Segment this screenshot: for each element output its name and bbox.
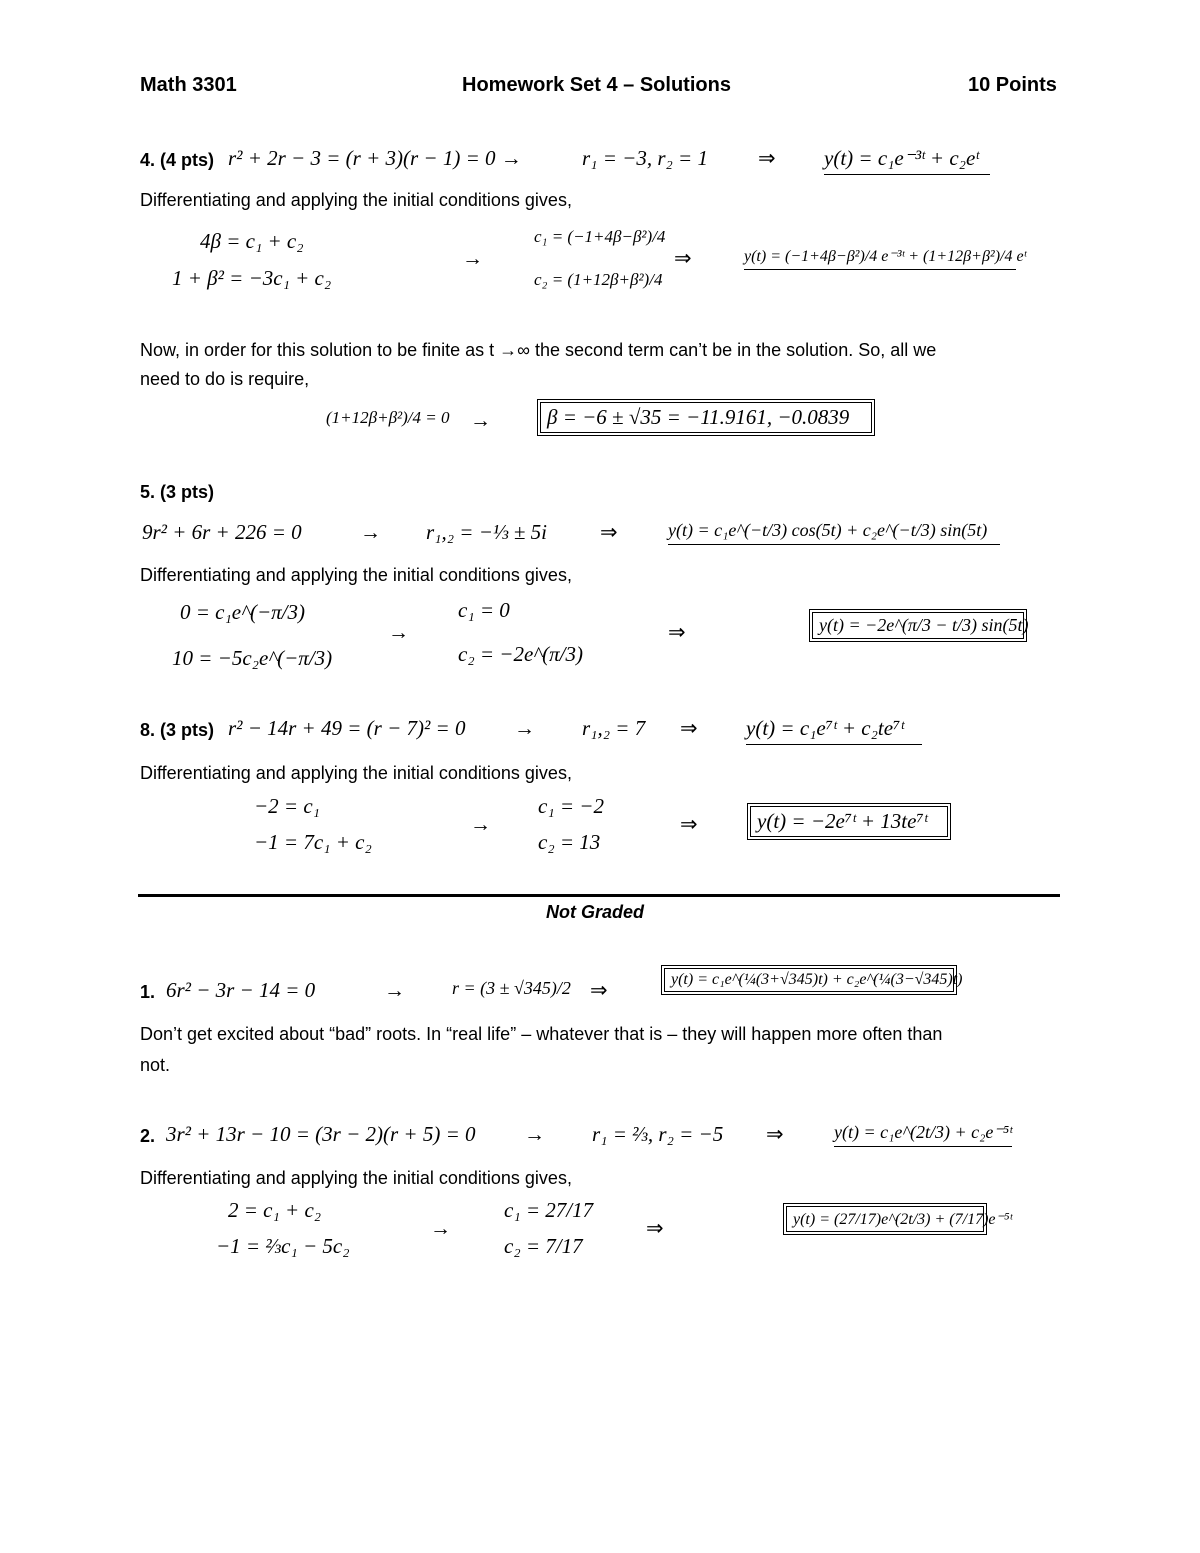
problem-4-system-eq2: 1 + β² = −3c₁ + c₂ bbox=[172, 266, 332, 290]
total-points: 10 Points bbox=[968, 74, 1057, 96]
problem-4-characteristic-eq: r² + 2r − 3 = (r + 3)(r − 1) = 0 → bbox=[228, 146, 522, 170]
ng-problem-2-label: 2. bbox=[140, 1126, 156, 1146]
ng-problem-1-note: Don’t get excited about “bad” roots. In “real life” – whatever that is – they will happen more often than bbox=[140, 1024, 943, 1044]
problem-4-system-eq1: 4β = c₁ + c₂ bbox=[200, 229, 304, 253]
problem-4-particular-solution: y(t) = (−1+4β−β²)/4 e⁻³ᵗ + (1+12β+β²)/4 eᵗ bbox=[744, 246, 1016, 270]
ng-problem-2-answer-box: y(t) = (27/17)e^(2t/3) + (7/17)e⁻⁵ᵗ bbox=[786, 1206, 984, 1232]
ng-problem-1-characteristic-eq: 6r² − 3r − 14 = 0 bbox=[166, 978, 316, 1002]
arrow-symbol: → bbox=[524, 1122, 545, 1146]
implies-symbol: ⇒ bbox=[600, 520, 618, 544]
problem-4-text: Differentiating and applying the initial conditions gives, bbox=[140, 190, 572, 210]
ng-problem-2-c2: c₂ = 7/17 bbox=[504, 1234, 583, 1258]
arrow-symbol: → bbox=[360, 520, 381, 544]
problem-5-answer-box: y(t) = −2e^(π/3 − t/3) sin(5t) bbox=[812, 612, 1024, 639]
arrow-symbol: → bbox=[514, 716, 535, 740]
problem-8-label: 8. (3 pts) bbox=[140, 720, 215, 740]
not-graded-heading: Not Graded bbox=[546, 902, 645, 922]
problem-4-c1: c₁ = (−1+4β−β²)/4 bbox=[534, 227, 666, 246]
problem-8-system-eq2: −1 = 7c₁ + c₂ bbox=[254, 830, 372, 854]
problem-8-characteristic-eq: r² − 14r + 49 = (r − 7)² = 0 bbox=[228, 716, 466, 740]
problem-8-general-solution: y(t) = c₁e⁷ᵗ + c₂te⁷ᵗ bbox=[746, 716, 922, 745]
problem-5-system-eq1: 0 = c₁e^(−π/3) bbox=[180, 600, 305, 624]
implies-symbol: ⇒ bbox=[668, 620, 686, 644]
problem-8-answer-box: y(t) = −2e⁷ᵗ + 13te⁷ᵗ bbox=[750, 806, 948, 837]
ng-problem-1-answer-box: y(t) = c₁e^(¼(3+√345)t) + c₂e^(¼(3−√345)t) bbox=[664, 968, 954, 992]
section-divider bbox=[138, 894, 1060, 897]
problem-5-general-solution: y(t) = c₁e^(−t/3) cos(5t) + c₂e^(−t/3) sin(5t) bbox=[668, 520, 1000, 545]
problem-8-system-eq1: −2 = c₁ bbox=[254, 794, 320, 818]
ng-problem-2-c1: c₁ = 27/17 bbox=[504, 1198, 594, 1222]
implies-symbol: ⇒ bbox=[590, 978, 608, 1002]
problem-4-general-solution: y(t) = c₁e⁻³ᵗ + c₂eᵗ bbox=[824, 146, 990, 175]
problem-8-roots: r₁,₂ = 7 bbox=[582, 716, 646, 740]
arrow-symbol: → bbox=[470, 812, 491, 836]
ng-problem-2-characteristic-eq: 3r² + 13r − 10 = (3r − 2)(r + 5) = 0 bbox=[166, 1122, 476, 1146]
implies-symbol: ⇒ bbox=[680, 716, 698, 740]
course-name: Math 3301 bbox=[140, 74, 237, 96]
problem-5-c1: c₁ = 0 bbox=[458, 598, 510, 622]
problem-5-label: 5. (3 pts) bbox=[140, 482, 215, 502]
ng-problem-2-text: Differentiating and applying the initial conditions gives, bbox=[140, 1168, 572, 1188]
problem-5-text: Differentiating and applying the initial conditions gives, bbox=[140, 565, 572, 585]
problem-5-system-eq2: 10 = −5c₂e^(−π/3) bbox=[172, 646, 333, 670]
problem-4-requirement: (1+12β+β²)/4 = 0 bbox=[326, 408, 450, 427]
problem-4-text: need to do is require, bbox=[140, 369, 310, 389]
problem-4-c2: c₂ = (1+12β+β²)/4 bbox=[534, 270, 663, 289]
arrow-symbol: → bbox=[462, 246, 483, 270]
problem-4-answer-box: β = −6 ± √35 = −11.9161, −0.0839 bbox=[540, 402, 872, 433]
problem-5-c2: c₂ = −2e^(π/3) bbox=[458, 642, 583, 666]
page-title: Homework Set 4 – Solutions bbox=[462, 74, 731, 96]
ng-problem-2-roots: r₁ = ⅔, r₂ = −5 bbox=[592, 1122, 724, 1146]
ng-problem-2-general-solution: y(t) = c₁e^(2t/3) + c₂e⁻⁵ᵗ bbox=[834, 1122, 1012, 1147]
implies-symbol: ⇒ bbox=[766, 1122, 784, 1146]
problem-8-c1: c₁ = −2 bbox=[538, 794, 604, 818]
ng-problem-1-note: not. bbox=[140, 1055, 171, 1075]
arrow-symbol: → bbox=[384, 978, 405, 1002]
ng-problem-1-roots: r = (3 ± √345)/2 bbox=[452, 978, 571, 998]
ng-problem-1-label: 1. bbox=[140, 982, 156, 1002]
problem-5-characteristic-eq: 9r² + 6r + 226 = 0 bbox=[142, 520, 302, 544]
arrow-symbol: → bbox=[388, 620, 409, 644]
implies-symbol: ⇒ bbox=[758, 146, 776, 170]
arrow-symbol: → bbox=[470, 408, 491, 432]
problem-4-label: 4. (4 pts) bbox=[140, 150, 215, 170]
problem-8-text: Differentiating and applying the initial conditions gives, bbox=[140, 763, 572, 783]
ng-problem-2-system-eq1: 2 = c₁ + c₂ bbox=[228, 1198, 322, 1222]
problem-4-roots: r₁ = −3, r₂ = 1 bbox=[582, 146, 708, 170]
arrow-symbol: → bbox=[430, 1216, 451, 1240]
problem-8-c2: c₂ = 13 bbox=[538, 830, 601, 854]
problem-5-roots: r₁,₂ = −⅓ ± 5i bbox=[426, 520, 547, 544]
implies-symbol: ⇒ bbox=[646, 1216, 664, 1240]
implies-symbol: ⇒ bbox=[674, 246, 692, 270]
implies-symbol: ⇒ bbox=[680, 812, 698, 836]
problem-4-text: Now, in order for this solution to be finite as t →∞ the second term can’t be in the solution. So, all we bbox=[140, 340, 937, 360]
ng-problem-2-system-eq2: −1 = ⅔c₁ − 5c₂ bbox=[216, 1234, 350, 1258]
